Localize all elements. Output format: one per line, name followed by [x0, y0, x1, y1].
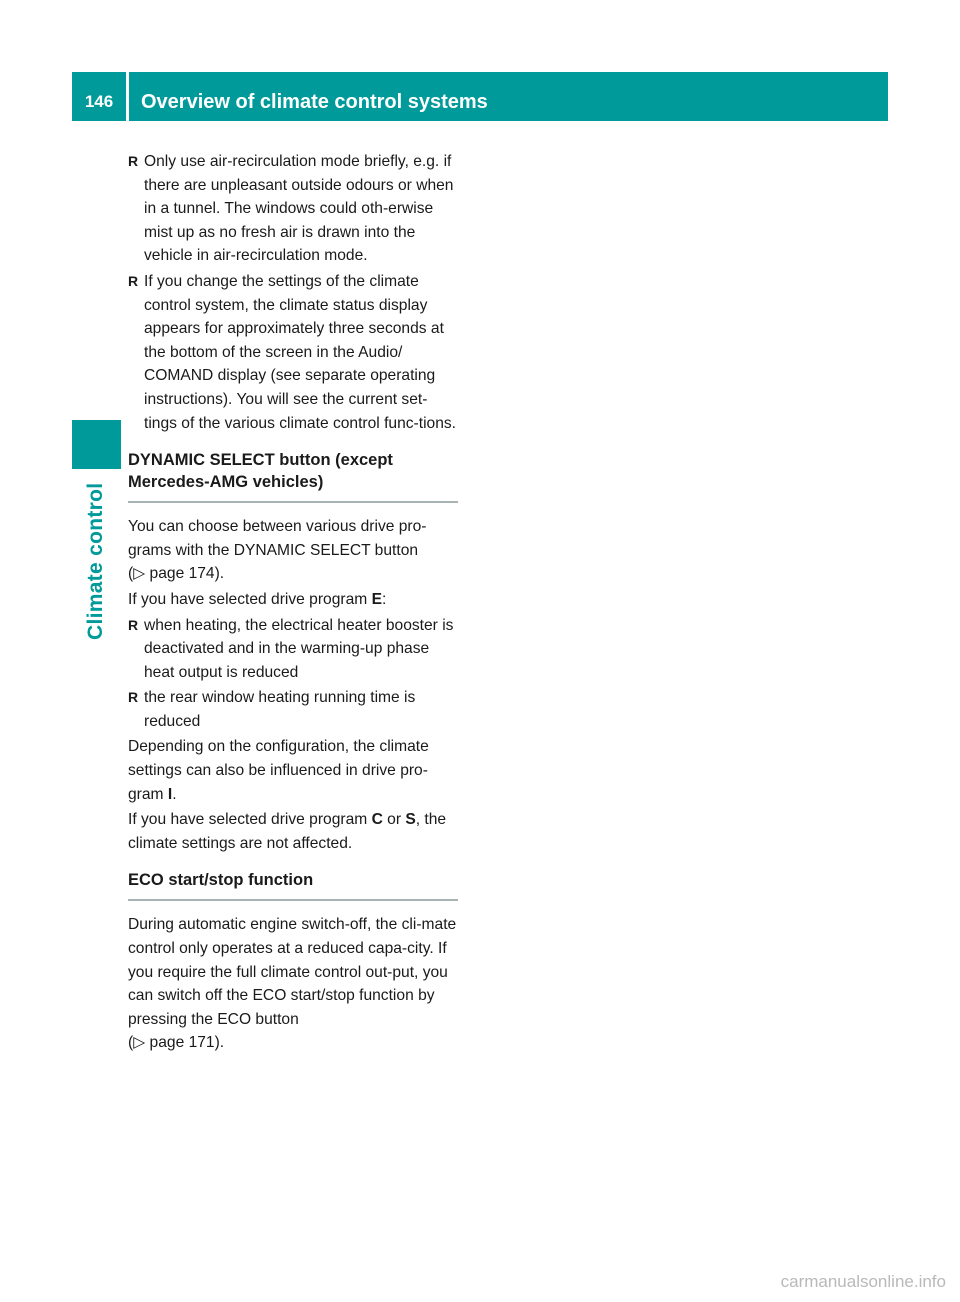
program-i: I: [167, 785, 173, 803]
program-c: C: [371, 811, 383, 829]
triangle-right-icon: ▷: [133, 1034, 146, 1052]
bullet-marker: R: [128, 153, 139, 169]
page-number: 146: [84, 92, 114, 111]
bullet-marker: R: [128, 689, 139, 706]
bullet-text: the rear window heating running time is reduced: [144, 689, 416, 730]
paragraph: [128, 808, 460, 855]
bullet-text: If you change the settings of the climate control system, the climate status display appears for approximately three seconds at the bottom of the screen in the Audio/ COMAND display (see separate operating instructions). You will see the current set-tings of the various climate control func-tions.: [144, 272, 457, 432]
section-heading-eco: ECO start/stop function: [128, 869, 458, 901]
bullet-text: when heating, the electrical heater booster is deactivated and in the warming-up phase heat output is reduced: [144, 616, 454, 681]
paragraph-text: .: [172, 785, 177, 803]
list-item: [128, 614, 460, 685]
bullet-text: Only use air-recirculation mode briefly, e.g. if there are unpleasant outside odours or when in a tunnel. The windows could oth-erwise mist up as no fresh air is drawn into the vehicle in air-recirculation mode.: [144, 153, 454, 265]
paragraph-text: If you have selected drive program: [128, 811, 372, 829]
paragraph-text: Depending on the configuration, the climate settings can also be influenced in drive pro-gram: [128, 738, 429, 803]
side-tab-label: Climate control: [84, 482, 107, 640]
paragraph-text: , the climate settings are not affected.: [128, 811, 447, 852]
list-item: [128, 686, 460, 733]
main-content: [128, 150, 460, 1059]
triangle-right-icon: ▷: [133, 565, 146, 583]
watermark: carmanualsonline.info: [780, 1272, 946, 1291]
paragraph: [128, 588, 460, 612]
paragraph: [128, 735, 460, 806]
bullet-marker: R: [128, 616, 139, 633]
program-s: S: [405, 811, 416, 829]
list-item: [128, 150, 460, 268]
paragraph: During automatic engine switch-off, the cli-mate control only operates at a reduced capa-city. If you require the full climate control out-put, you can switch off the ECO start/stop function by pressing the ECO button (▷ page 171).: [128, 916, 457, 1052]
paragraph-text: or: [382, 811, 406, 829]
page-reference-link[interactable]: page 171).: [149, 1034, 225, 1052]
bullet-marker: R: [128, 272, 139, 289]
list-item: [128, 270, 460, 435]
section-heading-dynamic-select: DYNAMIC SELECT button (except Mercedes-AMG vehicles): [128, 449, 458, 503]
paragraph-text: :: [381, 590, 387, 608]
page-reference-link[interactable]: page 174).: [149, 565, 225, 583]
paragraph-text: You can choose between various drive pro-grams with the DYNAMIC SELECT button: [128, 518, 427, 559]
side-tab-block: [72, 420, 121, 469]
paragraph-text: During automatic engine switch-off, the cli-mate control only operates at a reduced capa-city. If you require the full climate control out-put, you can switch off the ECO start/stop function by pressing the ECO button: [128, 916, 457, 1028]
page-title: Overview of climate control systems: [141, 91, 488, 113]
paragraph-text: If you have selected drive program: [128, 590, 372, 608]
program-e: E: [371, 590, 382, 608]
header-divider: [126, 72, 129, 121]
paragraph: You can choose between various drive pro-grams with the DYNAMIC SELECT button (▷ page 174).: [128, 518, 427, 583]
